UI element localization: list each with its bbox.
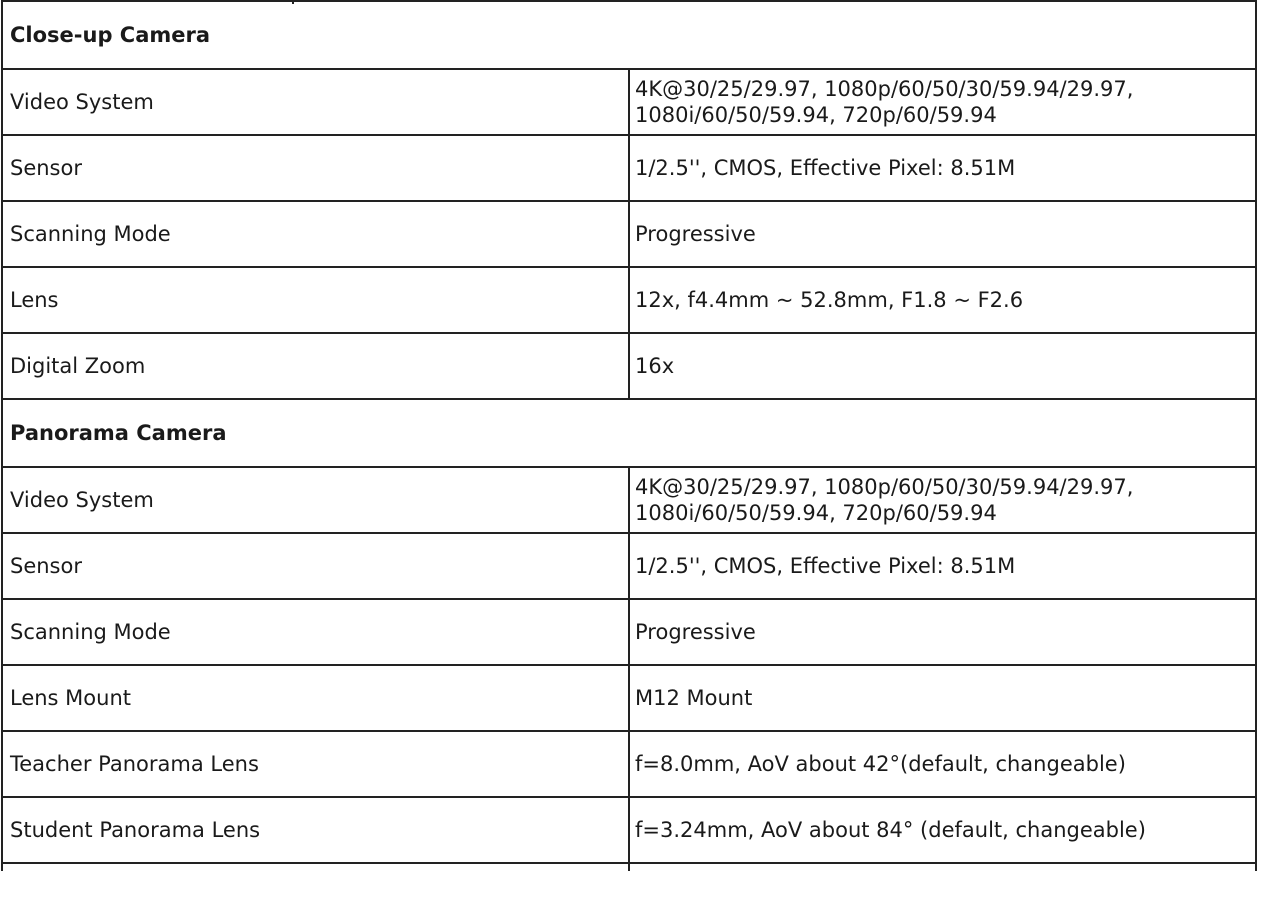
tail-cell: [2, 863, 629, 871]
spec-value: 16x: [629, 333, 1256, 399]
spec-value: [629, 69, 1256, 135]
spec-row: [2, 201, 1256, 267]
spec-label: Student Panorama Lens: [2, 797, 629, 863]
section-header-row: [2, 399, 1256, 467]
section-header-row: [2, 1, 1256, 69]
section-title: Close-up Camera: [2, 1, 1256, 69]
section-title: Panorama Camera: [2, 399, 1256, 467]
spec-label: Sensor: [2, 135, 629, 201]
spec-row: [2, 267, 1256, 333]
spec-value: 1/2.5'', CMOS, Effective Pixel: 8.51M: [629, 135, 1256, 201]
table-tail-row: [2, 863, 1256, 871]
specification-table: [1, 0, 1257, 871]
spec-value: f=3.24mm, AoV about 84° (default, changeable): [629, 797, 1256, 863]
spec-row: [2, 731, 1256, 797]
spec-value: Progressive: [629, 599, 1256, 665]
spec-row: [2, 69, 1256, 135]
spec-label: Scanning Mode: [2, 201, 629, 267]
spec-value: [629, 467, 1256, 533]
spec-label: Scanning Mode: [2, 599, 629, 665]
spec-label: Digital Zoom: [2, 333, 629, 399]
spec-value-line: 4K@30/25/29.97, 1080p/60/50/30/59.94/29.97,: [635, 77, 1134, 101]
spec-label: Lens: [2, 267, 629, 333]
spec-value-line: 1080i/60/50/59.94, 720p/60/59.94: [635, 103, 997, 127]
spec-value: f=8.0mm, AoV about 42°(default, changeable): [629, 731, 1256, 797]
spec-row: [2, 797, 1256, 863]
spec-label: Video System: [2, 69, 629, 135]
spec-value: 1/2.5'', CMOS, Effective Pixel: 8.51M: [629, 533, 1256, 599]
spec-row: [2, 533, 1256, 599]
spec-row: [2, 333, 1256, 399]
spec-label: Lens Mount: [2, 665, 629, 731]
spec-row: [2, 135, 1256, 201]
spec-value: 12x, f4.4mm ~ 52.8mm, F1.8 ~ F2.6: [629, 267, 1256, 333]
spec-label: Video System: [2, 467, 629, 533]
spec-value: M12 Mount: [629, 665, 1256, 731]
spec-label: Sensor: [2, 533, 629, 599]
spec-row: [2, 665, 1256, 731]
spec-value-line: 4K@30/25/29.97, 1080p/60/50/30/59.94/29.97,: [635, 475, 1134, 499]
spec-value: Progressive: [629, 201, 1256, 267]
spec-label: Teacher Panorama Lens: [2, 731, 629, 797]
spec-row: [2, 467, 1256, 533]
spec-row: [2, 599, 1256, 665]
tail-cell: [629, 863, 1256, 871]
spec-value-line: 1080i/60/50/59.94, 720p/60/59.94: [635, 501, 997, 525]
